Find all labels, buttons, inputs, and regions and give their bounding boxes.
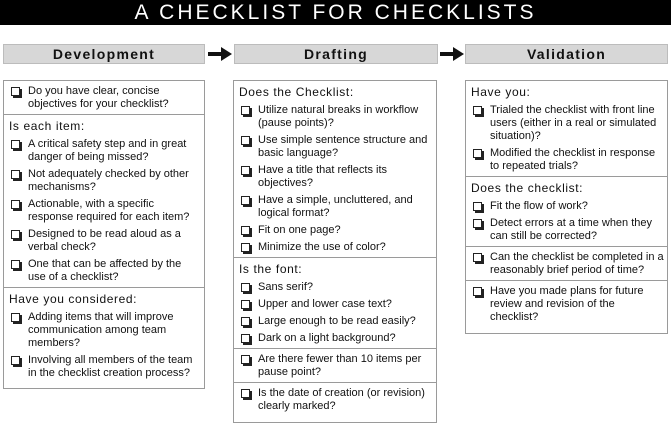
checkbox-icon [473, 253, 482, 262]
checkbox-icon [11, 87, 20, 96]
checklist-item-text: Dark on a light background? [258, 332, 396, 344]
checkbox-icon [11, 260, 20, 269]
section-heading: Does the checklist: [471, 181, 584, 195]
checklist-item [4, 311, 204, 350]
checklist-item [466, 104, 667, 143]
checklist-item [4, 258, 204, 284]
checklist-item-text: Minimize the use of color? [258, 241, 386, 253]
checklist-item [234, 104, 436, 130]
section-heading: Does the Checklist: [239, 85, 354, 99]
checklist-item-text: Do you have clear, concise objectives for your checklist? [28, 85, 169, 110]
validation-section [466, 81, 667, 177]
checkbox-icon [11, 200, 20, 209]
checkbox-icon [11, 313, 20, 322]
section-heading: Have you considered: [9, 292, 138, 306]
checklist-item-text: Adding items that will improve communication among team members? [28, 311, 174, 349]
checklist-item [4, 138, 204, 164]
drafting-header: Drafting [234, 44, 438, 64]
checklist-item-text: Detect errors at a time when they can still be corrected? [490, 217, 653, 242]
checklist-item [234, 281, 436, 294]
checkbox-icon [11, 170, 20, 179]
checklist-item [234, 224, 436, 237]
checklist-item [234, 332, 436, 345]
checklist-item-text: Involving all members of the team in the checklist creation process? [28, 354, 193, 379]
checkbox-icon [473, 219, 482, 228]
validation-column [465, 80, 668, 334]
checkbox-icon [241, 166, 250, 175]
checkbox-icon [11, 140, 20, 149]
checklist-item-text: Trialed the checklist with front line users (either in a real or simulated situation)? [490, 104, 657, 142]
checkbox-icon [11, 230, 20, 239]
checkbox-icon [241, 136, 250, 145]
checklist-item [234, 387, 436, 413]
checkbox-icon [473, 287, 482, 296]
checklist-item [234, 353, 436, 379]
checklist-item [4, 168, 204, 194]
checklist-item-text: Sans serif? [258, 281, 314, 293]
right-arrow-icon [207, 45, 233, 63]
checklist-item-text: Upper and lower case text? [258, 298, 392, 310]
checklist-item-text: A critical safety step and in great danger of being missed? [28, 138, 187, 163]
drafting-section [234, 383, 436, 416]
checklist-item [4, 198, 204, 224]
development-column [3, 80, 205, 389]
checklist-item [4, 85, 204, 111]
checkbox-icon [241, 389, 250, 398]
section-heading: Is the font: [239, 262, 303, 276]
checklist-item-text: Have a simple, uncluttered, and logical format? [258, 194, 413, 219]
checklist-item-text: Large enough to be read easily? [258, 315, 416, 327]
checkbox-icon [241, 300, 250, 309]
checklist-item [234, 194, 436, 220]
checklist-item [466, 285, 667, 324]
development-section [4, 81, 204, 115]
checklist-item [234, 315, 436, 328]
checklist-item [466, 147, 667, 173]
checklist-item [4, 354, 204, 380]
checkbox-icon [241, 334, 250, 343]
checklist-item-text: Are there fewer than 10 items per pause point? [258, 353, 422, 378]
checklist-item [234, 298, 436, 311]
section-heading: Have you: [471, 85, 531, 99]
drafting-section [234, 349, 436, 383]
right-arrow-icon [439, 45, 465, 63]
checklist-item [466, 251, 667, 277]
checklist-item [4, 228, 204, 254]
checklist-item-text: Is the date of creation (or revision) clearly marked? [258, 387, 425, 412]
checkbox-icon [241, 283, 250, 292]
drafting-section [234, 258, 436, 349]
checkbox-icon [241, 317, 250, 326]
checklist-item [466, 217, 667, 243]
checklist-item-text: Designed to be read aloud as a verbal check? [28, 228, 181, 253]
page-title: A CHECKLIST FOR CHECKLISTS [0, 0, 671, 25]
checklist-item-text: Utilize natural breaks in workflow (pause points)? [258, 104, 419, 129]
checklist-item-text: Fit on one page? [258, 224, 341, 236]
validation-section [466, 177, 667, 247]
checklist-item-text: Not adequately checked by other mechanisms? [28, 168, 189, 193]
checklist-item-text: Have you made plans for future review and revision of the checklist? [490, 285, 644, 323]
section-heading: Is each item: [9, 119, 85, 133]
development-header: Development [3, 44, 205, 64]
checkbox-icon [241, 243, 250, 252]
checklist-item [234, 134, 436, 160]
checklist-item-text: Have a title that reflects its objectives? [258, 164, 387, 189]
checklist-item-text: Can the checklist be completed in a reasonably brief period of time? [490, 251, 664, 276]
validation-section [466, 247, 667, 281]
checkbox-icon [473, 202, 482, 211]
checkbox-icon [241, 355, 250, 364]
checkbox-icon [241, 196, 250, 205]
checklist-item-text: One that can be affected by the use of a checklist? [28, 258, 182, 283]
validation-section [466, 281, 667, 327]
drafting-section [234, 81, 436, 258]
checkbox-icon [11, 356, 20, 365]
checklist-item-text: Actionable, with a specific response required for each item? [28, 198, 190, 223]
checkbox-icon [473, 149, 482, 158]
development-section [4, 288, 204, 383]
checklist-item [466, 200, 667, 213]
checkbox-icon [241, 106, 250, 115]
drafting-column [233, 80, 437, 423]
checklist-item [234, 164, 436, 190]
checklist-item [234, 241, 436, 254]
checkbox-icon [473, 106, 482, 115]
checklist-item-text: Modified the checklist in response to repeated trials? [490, 147, 656, 172]
checklist-item-text: Fit the flow of work? [490, 200, 588, 212]
development-section [4, 115, 204, 288]
validation-header: Validation [465, 44, 668, 64]
checklist-item-text: Use simple sentence structure and basic language? [258, 134, 428, 159]
checkbox-icon [241, 226, 250, 235]
